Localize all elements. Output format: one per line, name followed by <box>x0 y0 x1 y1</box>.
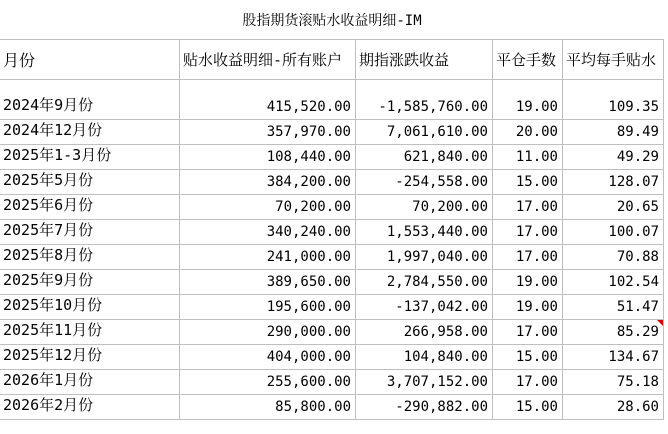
cell-lots[interactable]: 15.00 <box>493 395 563 419</box>
right-edge <box>664 0 668 434</box>
cell-futures-pnl[interactable]: 7,061,610.00 <box>356 120 493 144</box>
cell-premium[interactable]: 255,600.00 <box>180 370 356 394</box>
table-row <box>0 395 664 420</box>
cell-premium[interactable]: 404,000.00 <box>180 345 356 369</box>
cell-month[interactable]: 2026年2月份 <box>0 395 180 419</box>
header-futures-pnl[interactable]: 期指涨跌收益 <box>356 40 493 79</box>
cell-futures-pnl[interactable]: -290,882.00 <box>356 395 493 419</box>
cell-lots[interactable]: 17.00 <box>493 220 563 244</box>
cell-lots[interactable]: 17.00 <box>493 245 563 269</box>
cell-lots[interactable]: 17.00 <box>493 320 563 344</box>
cell-futures-pnl[interactable]: -1,585,760.00 <box>356 80 493 119</box>
table-row <box>0 345 664 370</box>
cell-avg-premium[interactable] <box>563 320 664 344</box>
cell-premium[interactable]: 384,200.00 <box>180 170 356 194</box>
cell-lots[interactable]: 17.00 <box>493 370 563 394</box>
cell-month[interactable]: 2024年9月份 <box>0 80 180 119</box>
cell-premium[interactable]: 241,000.00 <box>180 245 356 269</box>
cell-premium[interactable]: 85,800.00 <box>180 395 356 419</box>
cell-lots[interactable]: 20.00 <box>493 120 563 144</box>
cell-premium[interactable]: 70,200.00 <box>180 195 356 219</box>
cell-futures-pnl[interactable]: 1,997,040.00 <box>356 245 493 269</box>
header-row <box>0 40 664 80</box>
cell-month[interactable]: 2024年12月份 <box>0 120 180 144</box>
cell-month[interactable]: 2025年10月份 <box>0 295 180 319</box>
cell-avg-premium[interactable]: 49.29 <box>563 145 664 169</box>
cell-futures-pnl[interactable]: 266,958.00 <box>356 320 493 344</box>
cell-month[interactable]: 2025年11月份 <box>0 320 180 344</box>
cell-month[interactable]: 2025年1-3月份 <box>0 145 180 169</box>
cell-futures-pnl[interactable]: 2,784,550.00 <box>356 270 493 294</box>
cell-futures-pnl[interactable]: 70,200.00 <box>356 195 493 219</box>
cell-month[interactable]: 2025年5月份 <box>0 170 180 194</box>
comment-indicator-icon[interactable] <box>657 320 663 326</box>
cell-avg-premium[interactable]: 28.60 <box>563 395 664 419</box>
table-row <box>0 195 664 220</box>
cell-avg-premium[interactable]: 70.88 <box>563 245 664 269</box>
cell-futures-pnl[interactable]: -137,042.00 <box>356 295 493 319</box>
cell-premium[interactable]: 340,240.00 <box>180 220 356 244</box>
header-avg-premium[interactable]: 平均每手贴水 <box>563 40 664 79</box>
cell-futures-pnl[interactable]: 3,707,152.00 <box>356 370 493 394</box>
cell-month[interactable]: 2026年1月份 <box>0 370 180 394</box>
cell-premium[interactable]: 108,440.00 <box>180 145 356 169</box>
cell-lots[interactable]: 19.00 <box>493 80 563 119</box>
table-row <box>0 80 664 120</box>
cell-avg-premium[interactable]: 89.49 <box>563 120 664 144</box>
cell-avg-premium[interactable]: 100.07 <box>563 220 664 244</box>
table-row <box>0 220 664 245</box>
table-row <box>0 295 664 320</box>
cell-avg-premium[interactable]: 134.67 <box>563 345 664 369</box>
cell-premium[interactable]: 290,000.00 <box>180 320 356 344</box>
cell-lots[interactable]: 15.00 <box>493 345 563 369</box>
cell-avg-premium[interactable]: 102.54 <box>563 270 664 294</box>
cell-futures-pnl[interactable]: 1,553,440.00 <box>356 220 493 244</box>
cell-premium[interactable]: 357,970.00 <box>180 120 356 144</box>
cell-lots[interactable]: 19.00 <box>493 270 563 294</box>
cell-month[interactable]: 2025年7月份 <box>0 220 180 244</box>
cell-text: 85.29 <box>616 324 659 340</box>
cell-month[interactable]: 2025年9月份 <box>0 270 180 294</box>
table-row <box>0 145 664 170</box>
cell-lots[interactable]: 17.00 <box>493 195 563 219</box>
table-row <box>0 120 664 145</box>
header-lots[interactable]: 平仓手数 <box>493 40 563 79</box>
cell-avg-premium[interactable]: 51.47 <box>563 295 664 319</box>
header-month[interactable]: 月份 <box>0 40 180 79</box>
cell-futures-pnl[interactable]: 104,840.00 <box>356 345 493 369</box>
table-row <box>0 370 664 395</box>
table-row <box>0 245 664 270</box>
cell-avg-premium[interactable]: 75.18 <box>563 370 664 394</box>
cell-futures-pnl[interactable]: 621,840.00 <box>356 145 493 169</box>
table-row <box>0 170 664 195</box>
cell-month[interactable]: 2025年12月份 <box>0 345 180 369</box>
cell-month[interactable]: 2025年8月份 <box>0 245 180 269</box>
cell-premium[interactable]: 195,600.00 <box>180 295 356 319</box>
cell-premium[interactable]: 389,650.00 <box>180 270 356 294</box>
cell-avg-premium[interactable]: 20.65 <box>563 195 664 219</box>
table-row <box>0 270 664 295</box>
cell-avg-premium[interactable]: 128.07 <box>563 170 664 194</box>
cell-lots[interactable]: 15.00 <box>493 170 563 194</box>
cell-futures-pnl[interactable]: -254,558.00 <box>356 170 493 194</box>
header-premium[interactable]: 贴水收益明细-所有账户 <box>180 40 356 79</box>
table-row <box>0 320 664 345</box>
sheet-title[interactable]: 股指期货滚贴水收益明细-IM <box>0 0 664 40</box>
cell-premium[interactable]: 415,520.00 <box>180 80 356 119</box>
cell-lots[interactable]: 11.00 <box>493 145 563 169</box>
cell-lots[interactable]: 19.00 <box>493 295 563 319</box>
cell-month[interactable]: 2025年6月份 <box>0 195 180 219</box>
cell-avg-premium[interactable]: 109.35 <box>563 80 664 119</box>
